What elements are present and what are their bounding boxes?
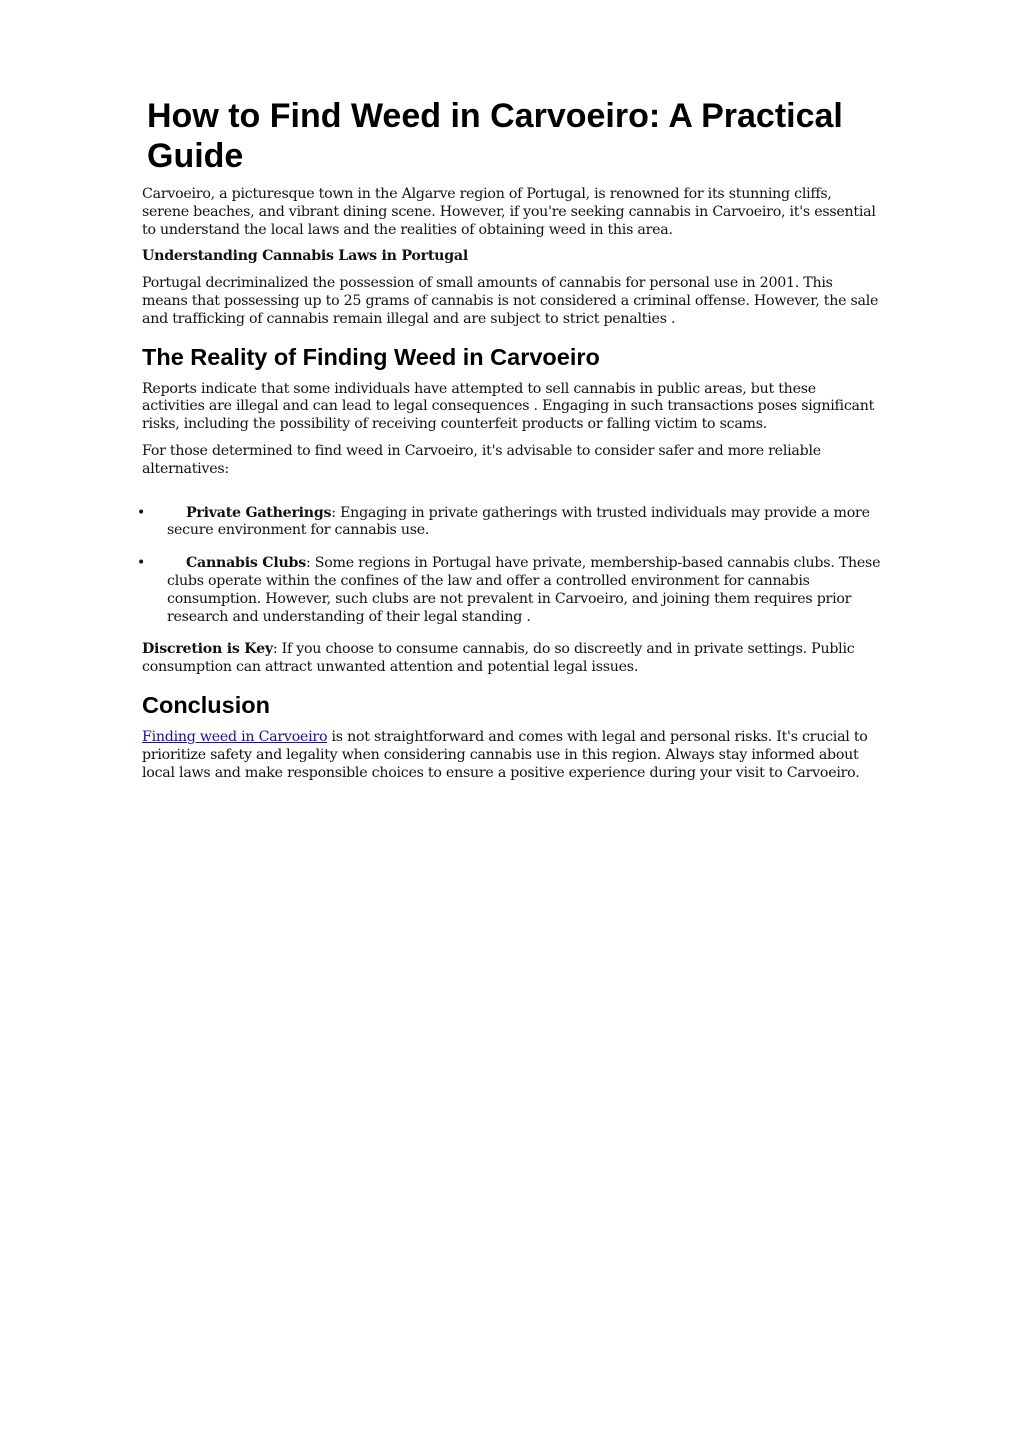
list-item-cannabis-clubs xyxy=(137,555,882,626)
bullet-icon: • xyxy=(137,504,146,521)
reality-heading: The Reality of Finding Weed in Carvoeiro xyxy=(142,343,600,370)
conclusion-text: is not straightforward and comes with legal and personal risks. It's crucial to prioritize safety and legality when considering cannabis use in this region. Always stay informed about local laws and make responsible choices to ensure a positive experience during your visit to Carvoeiro. xyxy=(142,728,868,781)
list-item-text: : Engaging in private gatherings with trusted individuals may provide a more secure environment for cannabis use. xyxy=(167,504,870,539)
list-item-lead: Cannabis Clubs xyxy=(186,555,306,572)
laws-paragraph: Portugal decriminalized the possession of small amounts of cannabis for personal use in 2001. This means that possessing up to 25 grams of cannabis is not considered a criminal offense. However, the sale and trafficking of cannabis remain illegal and are subject to strict penalties . xyxy=(142,275,879,327)
discretion-paragraph xyxy=(142,641,882,677)
discretion-lead: Discretion is Key xyxy=(142,641,273,658)
reality-paragraph-2: For those determined to find weed in Carvoeiro, it's advisable to consider safer and more reliable alternatives: xyxy=(142,442,821,477)
reality-paragraph-1: Reports indicate that some individuals have attempted to sell cannabis in public areas, but these activities are illegal and can lead to legal consequences . Engaging in such transactions poses significant risks, including the possibility of receiving counterfeit products or falling victim to scams. xyxy=(142,380,875,433)
list-item-text: : Some regions in Portugal have private, membership-based cannabis clubs. These clubs operate within the confines of the law and offer a controlled environment for cannabis consumption. However, such clubs are not prevalent in Carvoeiro, and joining them requires prior research and understanding of their legal standing . xyxy=(167,555,881,625)
conclusion-paragraph xyxy=(142,729,882,782)
laws-subheading: Understanding Cannabis Laws in Portugal xyxy=(142,248,468,265)
discretion-text: : If you choose to consume cannabis, do so discreetly and in private settings. Public consumption can attract unwanted attention and potential legal issues. xyxy=(142,641,855,676)
page-title: How to Find Weed in Carvoeiro: A Practical Guide xyxy=(147,97,843,175)
conclusion-heading: Conclusion xyxy=(142,691,270,718)
intro-paragraph: Carvoeiro, a picturesque town in the Algarve region of Portugal, is renowned for its stunning cliffs, serene beaches, and vibrant dining scene. However, if you're seeking cannabis in Carvoeiro, it's essential to understand the local laws and the realities of obtaining weed in this area. xyxy=(142,186,876,238)
document-page xyxy=(137,96,882,791)
list-item-private-gatherings xyxy=(137,504,882,541)
list-item-lead: Private Gatherings xyxy=(186,504,332,521)
alternatives-list xyxy=(137,504,882,627)
finding-weed-link[interactable]: Finding weed in Carvoeiro xyxy=(142,728,328,745)
bullet-icon: • xyxy=(137,555,146,572)
